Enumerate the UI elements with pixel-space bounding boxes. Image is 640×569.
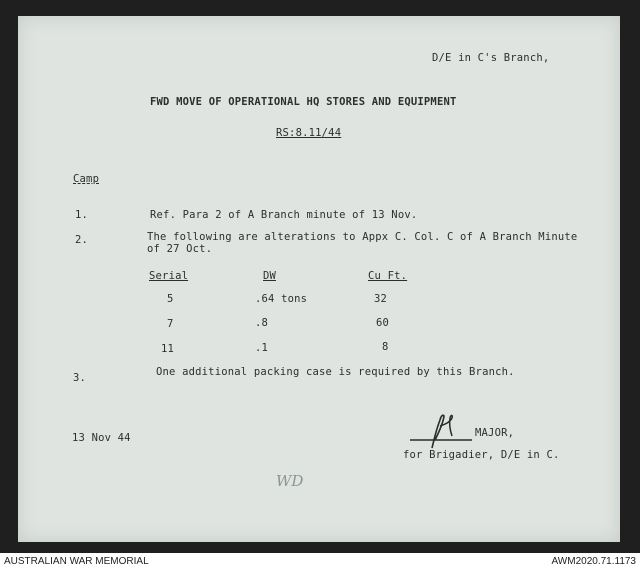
signatory-rank: MAJOR, [475, 427, 515, 439]
pencil-annotation: WD [276, 472, 304, 490]
table-cell: 11 [161, 343, 175, 355]
item-3-text: One additional packing case is required by this Branch. [156, 366, 515, 378]
table-cell: 8 [382, 341, 389, 353]
table-cell: .1 [255, 342, 269, 354]
signature-icon [410, 410, 480, 452]
table-cell: 32 [374, 293, 388, 305]
item-2-text-line1: The following are alterations to Appx C. Col. C of A Branch Minute [147, 231, 578, 243]
document-date: 13 Nov 44 [72, 432, 131, 444]
item-1-number: 1. [75, 209, 89, 221]
addressee: D/E in C's Branch, [432, 52, 550, 64]
table-cell: .8 [255, 317, 269, 329]
document-page [18, 16, 620, 542]
section-label: Camp [73, 173, 100, 185]
document-title: FWD MOVE OF OPERATIONAL HQ STORES AND EQUIPMENT [150, 96, 457, 108]
table-cell: 7 [167, 318, 174, 330]
table-header-serial: Serial [149, 270, 189, 282]
table-header-dw: DW [263, 270, 277, 282]
item-2-number: 2. [75, 234, 89, 246]
archive-footer [0, 553, 640, 569]
item-2-text-line2: of 27 Oct. [147, 243, 213, 255]
reference-number: RS:8.11/44 [276, 127, 342, 139]
footer-institution: AUSTRALIAN WAR MEMORIAL [4, 556, 149, 567]
signatory-line: for Brigadier, D/E in C. [403, 449, 560, 461]
item-3-number: 3. [73, 372, 87, 384]
table-cell: .64 tons [255, 293, 308, 305]
table-cell: 60 [376, 317, 390, 329]
footer-accession-number: AWM2020.71.1173 [551, 556, 636, 567]
table-cell: 5 [167, 293, 174, 305]
item-1-text: Ref. Para 2 of A Branch minute of 13 Nov. [150, 209, 418, 221]
table-header-cuft: Cu Ft. [368, 270, 408, 282]
